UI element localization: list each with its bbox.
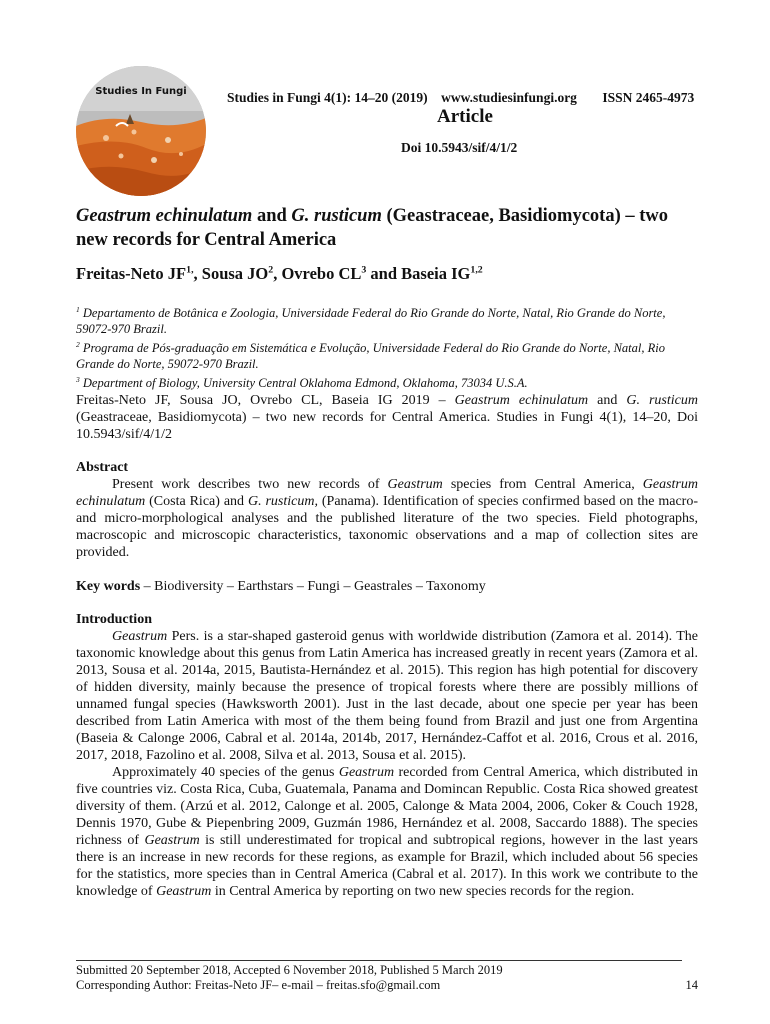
journal-logo — [76, 66, 206, 196]
affiliation-1 — [76, 302, 698, 337]
abstract-text-1: Present work describes two new records of — [112, 477, 388, 492]
corresponding-author: Corresponding Author: Freitas-Neto JF– e-mail – freitas.sfo@gmail.com — [76, 978, 441, 992]
journal-header — [227, 90, 694, 106]
citation-text-2: and — [588, 393, 627, 408]
article-type: Article — [437, 106, 493, 127]
abstract-text — [76, 476, 698, 561]
journal-reference: Studies in Fungi 4(1): 14–20 (2019) — [227, 90, 428, 105]
abstract-species-1: Geastrum echinulatum — [76, 477, 698, 509]
citation — [76, 392, 698, 443]
journal-website[interactable]: www.studiesinfungi.org — [441, 90, 577, 105]
footer-divider — [76, 960, 682, 961]
affiliation-2-text: Programa de Pós-graduação em Sistemática e Evolução, Universidade Federal do Rio Grande do Norte, Natal, Rio Grande do Norte, 59072-970 Brazil. — [76, 341, 665, 372]
title-species-1: Geastrum echinulatum — [76, 206, 253, 226]
abstract-genus: Geastrum — [387, 477, 443, 492]
abstract-text-4: (Panama). Identification of species confirmed based on the macro- and micro-morphological analyses and the published literature of the two species. Field photographs, macroscopic and microscopic characteristics, taxonomic observations and a map of collection sites are provided. — [76, 494, 698, 560]
affiliation-2-number: 2 — [76, 340, 80, 350]
citation-text-1: Freitas-Neto JF, Sousa JO, Ovrebo CL, Baseia IG 2019 – — [76, 393, 455, 408]
affiliation-3-text: Department of Biology, University Central Oklahoma Edmond, Oklahoma, 73034 U.S.A. — [79, 376, 528, 391]
title-species-2: G. rusticum — [291, 206, 382, 226]
author-2-affil: 2 — [268, 264, 274, 276]
author-4-affil: 1,2 — [470, 264, 483, 276]
citation-species-1: Geastrum echinulatum — [454, 393, 589, 408]
intro-p1-text: Pers. is a star-shaped gasteroid genus with worldwide distribution (Zamora et al. 2014). The taxonomic knowledge about this genus from Latin America has increased greatly in recent years (Zamora et al. 2013, Sousa et al. 2014a, 2015, Bautista-Hernández et al. 2015). This region has high potential for discovery of hidden diversity, mainly because the presence of tropical forests where there are possibly millions of unnamed fungal species (Hawksworth 2001). Just in the last decade, about one specie per year has been described from Latin America with most of the them being found from Brazil and just one from Argentina (Baseia & Calonge 2006, Cabral et al. 2014a, 2014b, 2017, Hernández-Caffot et al. 2016, Crous et al. 2016, 2017, 2018, Fazolino et al. 2008, Silva et al. 2013, Sousa et al. 2015). — [76, 629, 698, 763]
affiliation-1-text: Departamento de Botânica e Zoologia, Universidade Federal do Rio Grande do Norte, Natal, Rio Grande do Norte, 59072-970 Brazil. — [76, 306, 666, 337]
affiliation-3-number: 3 — [76, 375, 80, 385]
author-2: , Sousa JO — [193, 264, 269, 283]
affiliation-3 — [76, 372, 698, 391]
abstract-text-3: (Costa Rica) and — [145, 494, 248, 509]
abstract-species-2: G. rusticum, — [247, 494, 318, 509]
abstract-section — [76, 459, 698, 561]
keywords-text: – Biodiversity – Earthstars – Fungi – Geastrales – Taxonomy — [140, 579, 486, 594]
logo-text: Studies In Fungi — [95, 86, 187, 97]
author-1-affil: 1, — [186, 264, 194, 276]
intro-p2-genus-2: Geastrum — [144, 833, 200, 848]
intro-p2-genus-3: Geastrum — [156, 884, 212, 899]
intro-p2-genus-1: Geastrum — [338, 765, 395, 780]
issn: ISSN 2465-4973 — [602, 90, 695, 105]
abstract-heading: Abstract — [76, 460, 129, 475]
author-3-affil: 3 — [361, 264, 367, 276]
title-rest: (Geastraceae, Basidiomycota) – two new records for Central America — [76, 206, 669, 250]
introduction-section — [76, 611, 698, 900]
intro-p2-text-4: in Central America by reporting on two new species records for the region. — [211, 884, 635, 899]
abstract-text-2: species from Central America, — [442, 477, 643, 492]
introduction-heading: Introduction — [76, 612, 152, 627]
introduction-paragraph-1 — [76, 628, 698, 764]
paper-title — [76, 204, 698, 252]
affiliation-2 — [76, 337, 698, 372]
citation-species-2: G. rusticum — [626, 393, 698, 408]
keywords — [76, 578, 698, 595]
submission-dates: Submitted 20 September 2018, Accepted 6 November 2018, Published 5 March 2019 — [76, 963, 503, 977]
intro-p2-text-2: recorded from Central America, which distributed in five countries viz. Costa Rica, Cuba, Guatemala, Panama and Domincan Republic. Costa Rica showed greatest diversity of them. (Arzú et al. 2012, Calonge et al. 2005, Calonge & Mata 2004, 2006, Coker & Couch 1928, Dennis 1970, Gube & Piepenbring 2009, Guzmán 1986, Hernández et al. 2008, Saccardo 1888). The species richness of — [76, 765, 698, 848]
title-conjunction: and — [252, 206, 292, 226]
author-list — [76, 264, 483, 284]
page-number: 14 — [685, 978, 698, 992]
intro-genus: Geastrum — [112, 629, 168, 644]
affiliations — [76, 302, 698, 391]
citation-text-3: (Geastraceae, Basidiomycota) – two new records for Central America. Studies in Fungi 4(1), 14–20, Doi 10.5943/sif/4/1/2 — [76, 410, 698, 442]
doi: Doi 10.5943/sif/4/1/2 — [401, 140, 518, 155]
author-3: , Ovrebo CL — [273, 264, 362, 283]
author-4: and Baseia IG — [366, 264, 471, 283]
affiliation-1-number: 1 — [76, 305, 80, 314]
intro-p2-text-1: Approximately 40 species of the genus — [112, 765, 339, 780]
footer — [76, 963, 698, 993]
keywords-label: Key words — [76, 579, 141, 594]
intro-p2-text-3: is still underestimated for tropical and subtropical regions, however in the last years there is an increase in new records for these regions, as example for Brazil, which included about 56 species for the statistics, more species than in Central America (Cabral et al. 2017). In this work we contribute to the knowledge of — [76, 833, 698, 899]
introduction-paragraph-2 — [76, 764, 698, 900]
author-1: Freitas-Neto JF — [76, 264, 187, 283]
